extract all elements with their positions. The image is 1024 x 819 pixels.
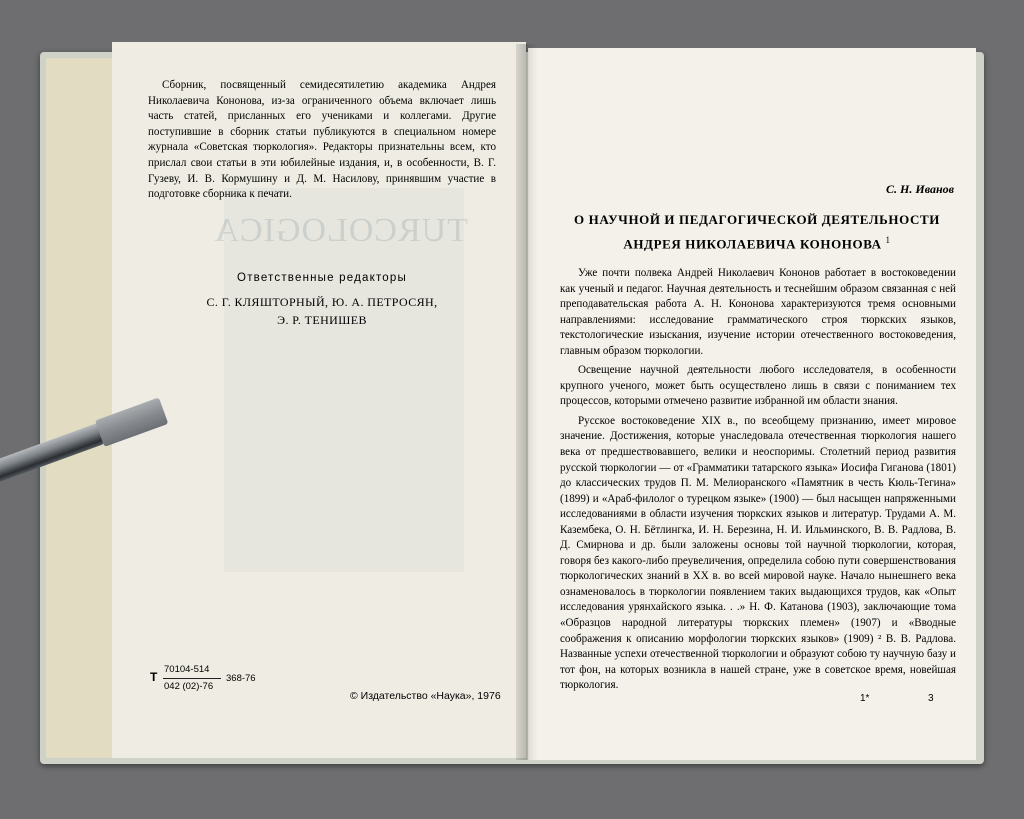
body-paragraph-2: Освещение научной деятельности любого исследователя, в особенности крупного ученого, может быть осуществлено лишь в связи с пониманием тех процессов, которыми отмечено развитие избранной им области знания.	[560, 364, 956, 408]
body-paragraph-3: Русское востоковедение XIX в., по всеобщему признанию, имеет мировое значение. Достижения, которые унаследовала отечественная тюркология нашего века от предшествовавшего, велики и неоспоримы. Столетний период развития русской тюркологии — от «Грамматики татарского языка» Иосифа Гиганова (1801) до классических трудов П. М. Мелиоранского «Памятник в честь Кюль-Тегина» (1899) и «Араб-филолог о турецком языке» (1900) — был насыщен напряженными исследованиями в области изучения тюркских языков и литератур. Трудами А. М. Казембека, О. Н. Бётлингка, И. Н. Березина, Н. И. Ильминского, В. В. Радлова, В. Д. Смирнова и др. были заложены основы той научной тюркологии, которая, говоря без какого-либо преувеличения, определила собою пути совершенствования тюркологических знаний в XX в. во всей мировой науке. Начало нынешнего века ознаменовалось в тюркологии появлением таких выдающихся трудов, как «Опыт исследования урянхайского языка. . .» Н. Ф. Катанова (1903), заключающие тома «Образцов народной литературы тюркских племен» (1907) и «Вводные соображения к описанию морфологии тюркских языков» (1909) ² В. В. Радлова. Названные успехи отечественной тюркологии и образуют собою ту научную базу и тот фон, на которых возникла в нашей стране, уже в советское время, новейшая тюркология.	[560, 414, 956, 692]
code-numerator: 70104-514	[164, 664, 210, 675]
editors-names	[148, 293, 496, 329]
editors-line-1: С. Г. КЛЯШТОРНЫЙ, Ю. А. ПЕТРОСЯН,	[206, 295, 438, 309]
endpaper-edge	[46, 58, 114, 758]
editors-line-2: Э. Р. ТЕНИШЕВ	[277, 313, 367, 327]
article-title	[560, 210, 954, 254]
copyright-line: © Издательство «Наука», 1976	[350, 690, 501, 702]
title-footnote-mark: 1	[885, 235, 891, 245]
title-line-2: АНДРЕЯ НИКОЛАЕВИЧА КОНОНОВА $^1$	[623, 235, 891, 252]
editors-heading: Ответственные редакторы	[237, 272, 407, 284]
page-number: 3	[928, 693, 934, 704]
code-letter: Т	[150, 670, 158, 684]
signature-mark: 1*	[860, 693, 870, 704]
body-paragraph-1: Уже почти полвека Андрей Николаевич Кононов работает в востоковедении как ученый и педагог. Научная деятельность и теснейшим образом связанная с ней преподавательская работа А. Н. Кононова характеризуются тремя основными направлениями: исследование грамматического строя тюркских языков, текстологические изыскания, изучение истории отечественного востоковедения, главным образом тюркологии.	[560, 267, 956, 357]
article-body	[560, 266, 956, 698]
title-line-1: О НАУЧНОЙ И ПЕДАГОГИЧЕСКОЙ ДЕЯТЕЛЬНОСТИ	[574, 212, 940, 227]
publication-code	[150, 664, 270, 704]
code-denominator: 042 (02)-76	[164, 681, 214, 692]
book-gutter	[516, 44, 538, 760]
article-author: С. Н. Иванов	[886, 182, 954, 196]
code-suffix: 368-76	[226, 673, 256, 684]
intro-paragraph: Сборник, посвященный семидесятилетию академика Андрея Николаевича Кононова, из-за ограниченного объема включает лишь часть статей, присланных его учениками и коллегами. Другие поступившие в сборник статьи публикуются в специальном номере журнала «Советская тюркология». Редакторы признательны всем, кто прислал свои статьи в эти юбилейные издания, и, в особенности, В. Г. Гузеву, И. В. Кормушину и Д. М. Насилову, принявшим участие в подготовке сборника к печати.	[148, 79, 496, 201]
code-fraction-line	[163, 678, 221, 679]
show-through-title: TURCOLOGICA	[213, 212, 468, 249]
